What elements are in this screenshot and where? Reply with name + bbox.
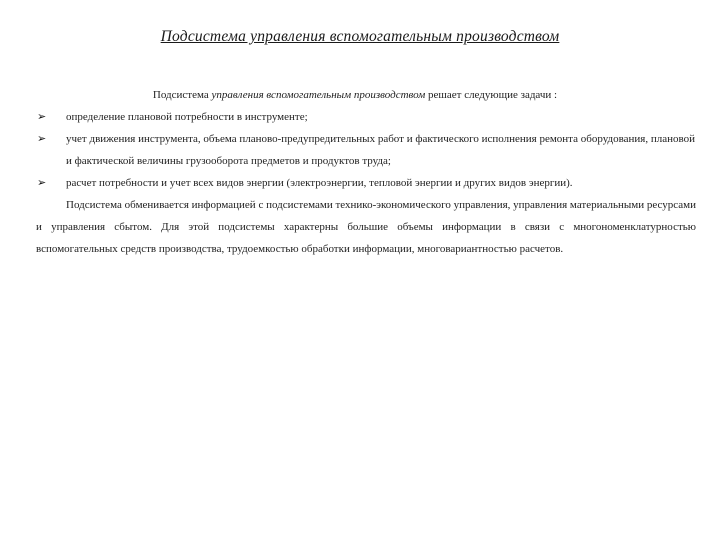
arrowhead-bullet-icon: ➢ (37, 132, 47, 145)
arrowhead-bullet-icon: ➢ (37, 110, 47, 123)
intro-line (36, 84, 696, 106)
list-item (36, 172, 696, 194)
list-item (36, 128, 696, 172)
list-item-text: расчет потребности и учет всех видов энергии (электроэнергии, тепловой энергии и других видов энергии). (66, 177, 573, 189)
slide-title: Подсистема управления вспомогательным производством (160, 28, 560, 45)
intro-tail: решает следующие задачи : (425, 89, 558, 101)
intro-lead: Подсистема (152, 89, 212, 101)
task-list (36, 106, 696, 194)
list-item (36, 106, 696, 128)
arrowhead-bullet-icon: ➢ (37, 176, 47, 189)
intro-emphasis: управления вспомогательным производством (211, 89, 426, 101)
slide-content (36, 84, 696, 260)
body-paragraph: Подсистема обменивается информацией с подсистемами технико-экономического управления, управления материальными ресурсами и управления сбытом. Для этой подсистемы характерны большие объемы информации в связи с многономенклатурностью вспомогательных средств производства, трудоемкостью обработки информации, многовариантностью расчетов. (36, 199, 696, 255)
list-item-text: определение плановой потребности в инструменте; (66, 111, 308, 123)
list-item-text: учет движения инструмента, объема планово-предупредительных работ и фактического исполнения ремонта оборудования, плановой и фактической величины грузооборота предметов и продуктов труда; (66, 133, 696, 167)
